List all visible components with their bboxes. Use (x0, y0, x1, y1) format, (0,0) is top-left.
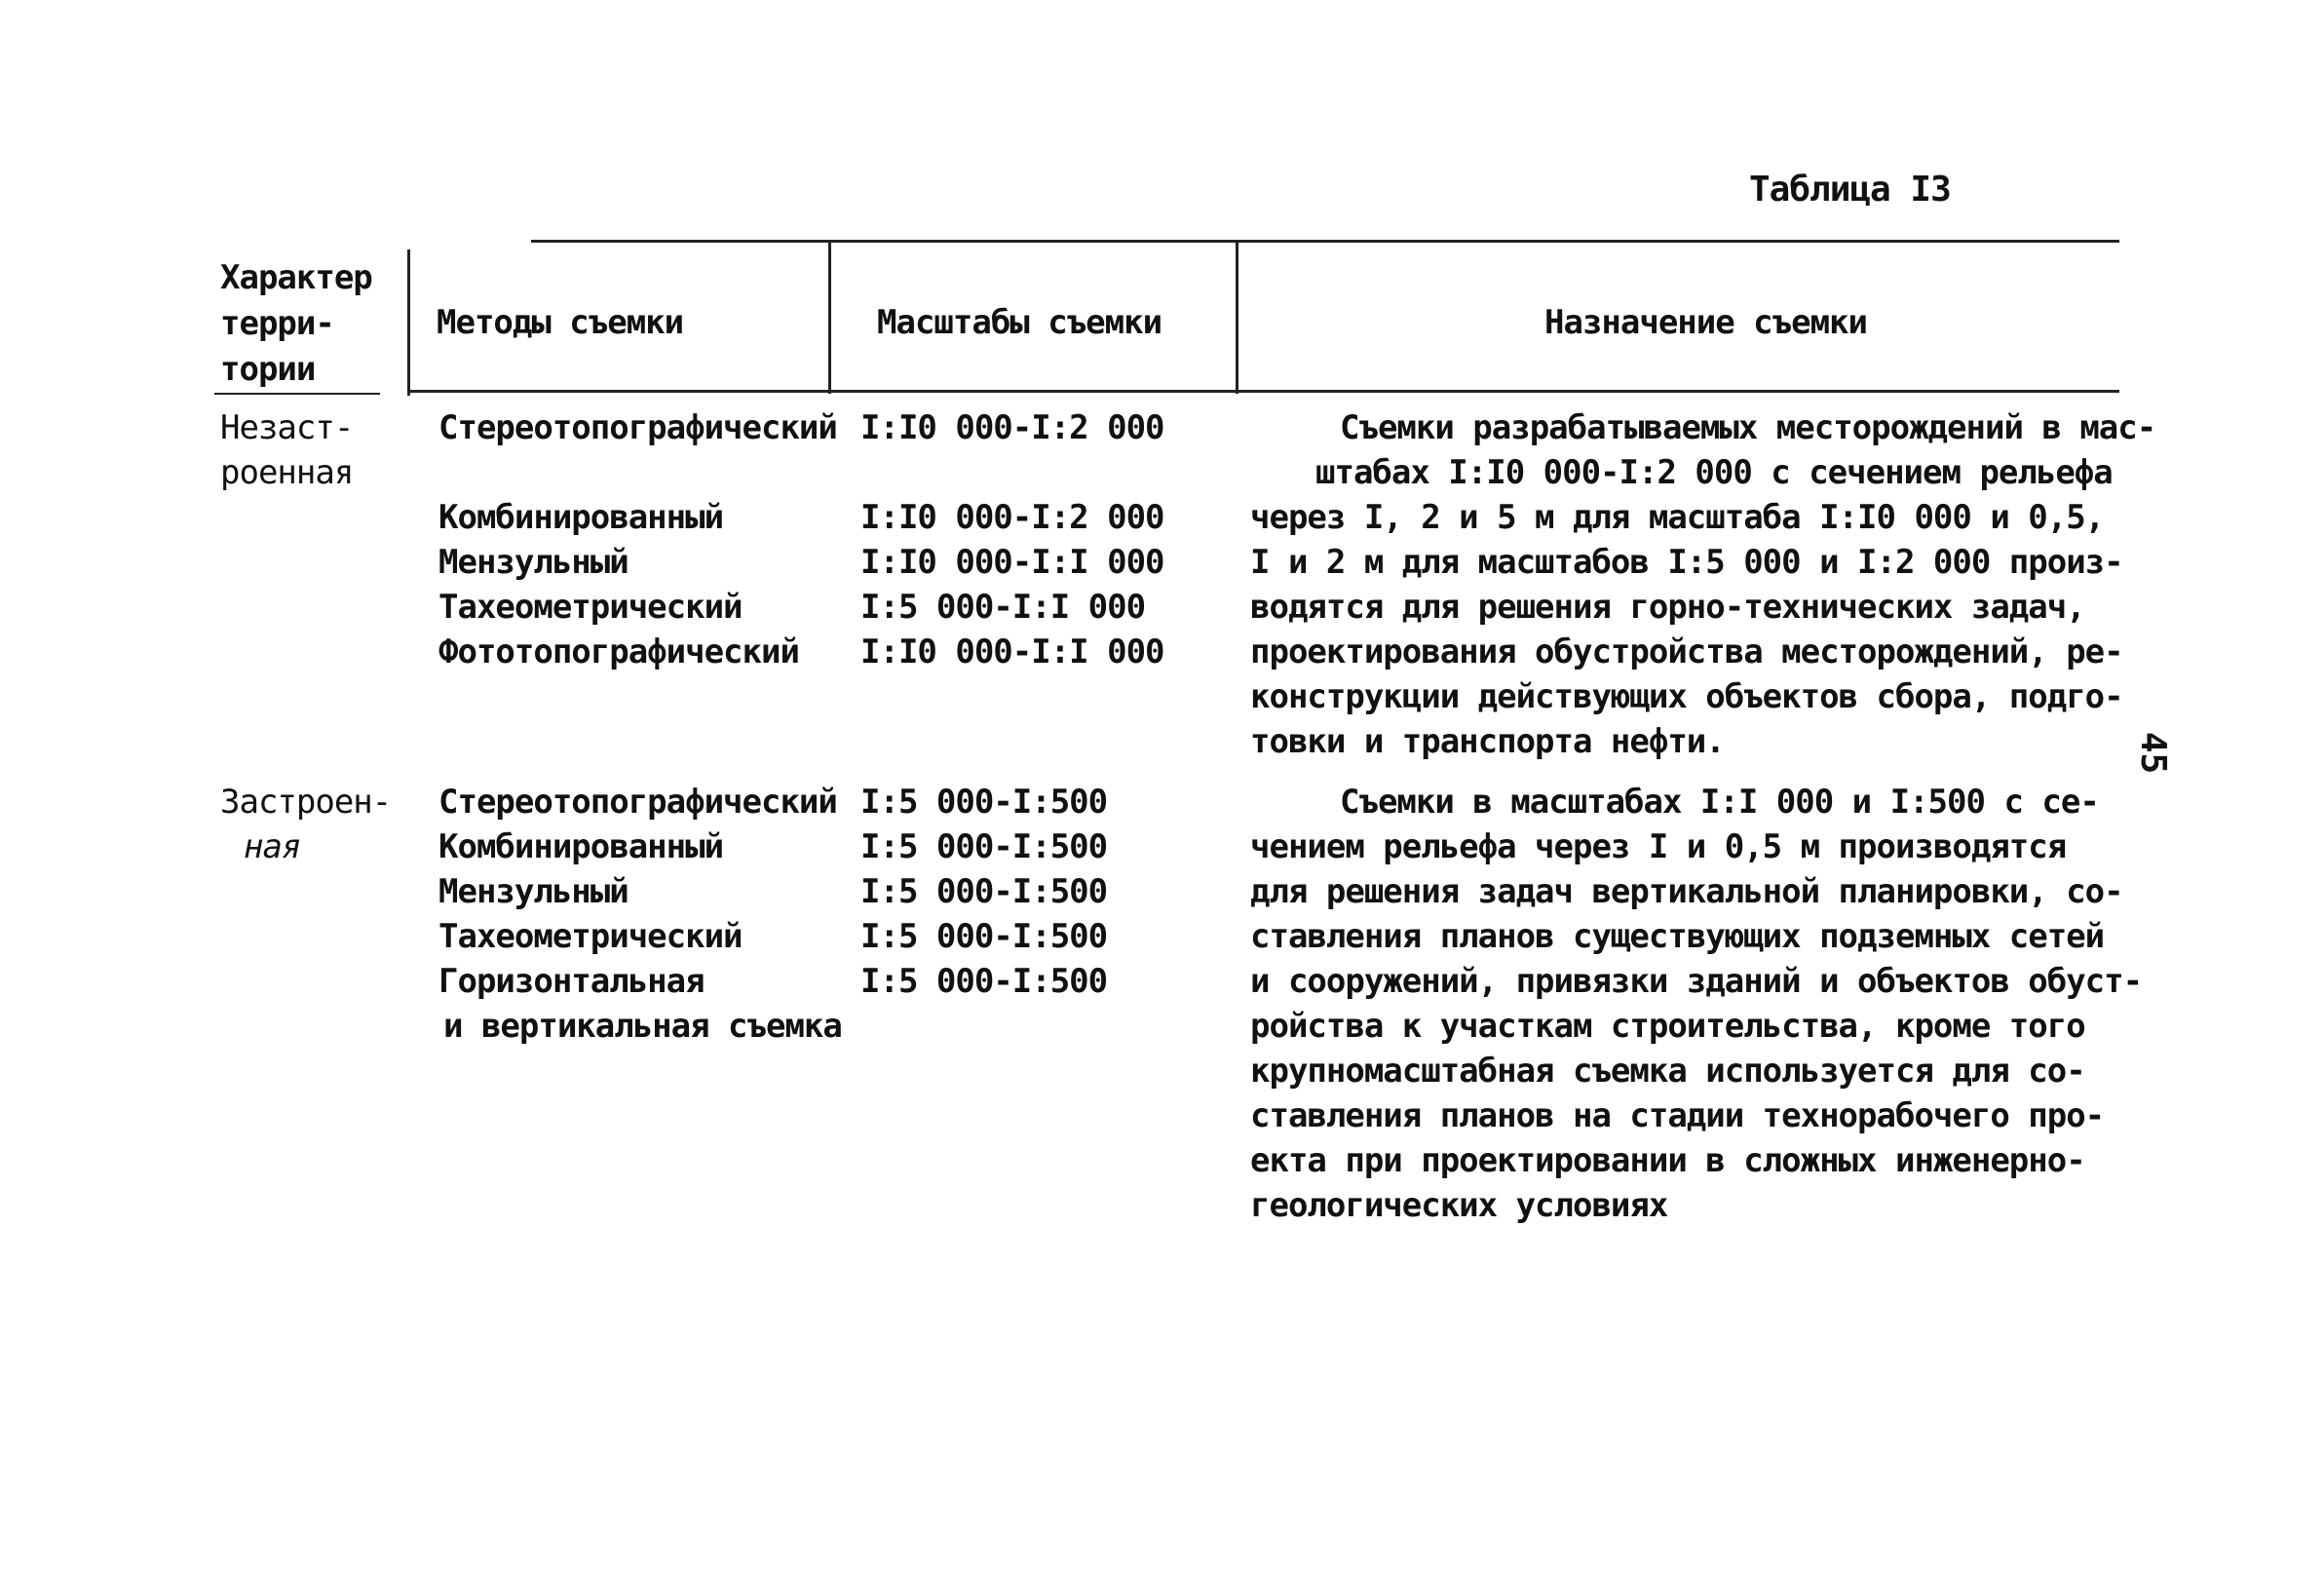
scale-cell: I:5 000-I:500 (860, 917, 1108, 956)
method-cell: Комбинированный (438, 498, 724, 537)
col-divider-2 (828, 242, 831, 394)
purpose-line: проектирования обустройства месторождений, ре- (1250, 632, 2123, 671)
purpose-line: водятся для решения горно-технических задач, (1250, 588, 2085, 627)
territory-label: роенная (220, 453, 354, 492)
method-cell: и вертикальная съемка (443, 1007, 842, 1046)
method-cell: Тахеометрический (438, 917, 743, 956)
table-caption: Таблица I3 (1749, 170, 1951, 210)
page-number: 45 (2133, 731, 2174, 775)
purpose-line: товки и транспорта нефти. (1250, 722, 1725, 761)
scale-cell: I:I0 000-I:2 000 (860, 498, 1164, 537)
purpose-line: I и 2 м для масштабов I:5 000 и I:2 000 произ- (1250, 543, 2123, 582)
header-purpose: Назначение съемки (1544, 303, 1867, 342)
method-cell: Фототопографический (438, 632, 799, 671)
territory-label: Незаст- (220, 408, 354, 447)
purpose-line: для решения задач вертикальной планировки, со- (1250, 872, 2123, 911)
col-divider-3 (1236, 242, 1238, 394)
purpose-line: конструкции действующих объектов сбора, подго- (1250, 677, 2123, 716)
method-cell: Стереотопографический (438, 408, 837, 447)
purpose-line: и сооружений, привязки зданий и объектов обуст- (1250, 962, 2143, 1001)
purpose-line: чением рельефа через I и 0,5 м производятся (1250, 827, 2067, 866)
col-divider-1 (407, 249, 410, 396)
purpose-line: ставления планов существующих подземных сетей (1250, 917, 2105, 956)
scale-cell: I:5 000-I:500 (860, 827, 1108, 866)
method-cell: Стереотопографический (438, 783, 837, 822)
scale-cell: I:I0 000-I:I 000 (860, 543, 1164, 582)
header-bottom-rule (409, 390, 2119, 393)
purpose-line: геологических условиях (1250, 1186, 1668, 1225)
purpose-line: Съемки разрабатываемых месторождений в мас- (1340, 408, 2156, 447)
method-cell: Мензульный (438, 543, 629, 582)
purpose-line: Съемки в масштабах I:I 000 и I:500 с се- (1340, 783, 2099, 822)
header-methods: Методы съемки (437, 303, 684, 342)
purpose-line: крупномасштабная съемка используется для со- (1250, 1052, 2085, 1091)
method-cell: Горизонтальная (438, 962, 705, 1001)
purpose-line: через I, 2 и 5 м для масштаба I:I0 000 и 0,5, (1250, 498, 2105, 537)
purpose-line: ройства к участкам строительства, кроме того (1250, 1007, 2085, 1046)
territory-label: Застроен- (220, 783, 392, 822)
header-territory-line: терри- (220, 304, 334, 343)
header-bottom-rule-left (214, 393, 380, 395)
method-cell: Тахеометрический (438, 588, 743, 627)
header-territory-line: Характер (220, 258, 372, 297)
purpose-line: екта при проектировании в сложных инженерно- (1250, 1141, 2085, 1180)
scale-cell: I:5 000-I:I 000 (860, 588, 1146, 627)
method-cell: Комбинированный (438, 827, 724, 866)
header-scales: Масштабы съемки (877, 303, 1162, 342)
scale-cell: I:I0 000-I:2 000 (860, 408, 1164, 447)
method-cell: Мензульный (438, 872, 629, 911)
purpose-line: штабах I:I0 000-I:2 000 с сечением рельефа (1315, 453, 2113, 492)
scale-cell: I:I0 000-I:I 000 (860, 632, 1164, 671)
header-top-rule (531, 240, 2119, 243)
header-territory-line: тории (220, 350, 316, 389)
purpose-line: ставления планов на стадии технорабочего про- (1250, 1096, 2105, 1135)
scale-cell: I:5 000-I:500 (860, 783, 1108, 822)
scale-cell: I:5 000-I:500 (860, 962, 1108, 1001)
territory-label: ная (244, 827, 301, 866)
scale-cell: I:5 000-I:500 (860, 872, 1108, 911)
